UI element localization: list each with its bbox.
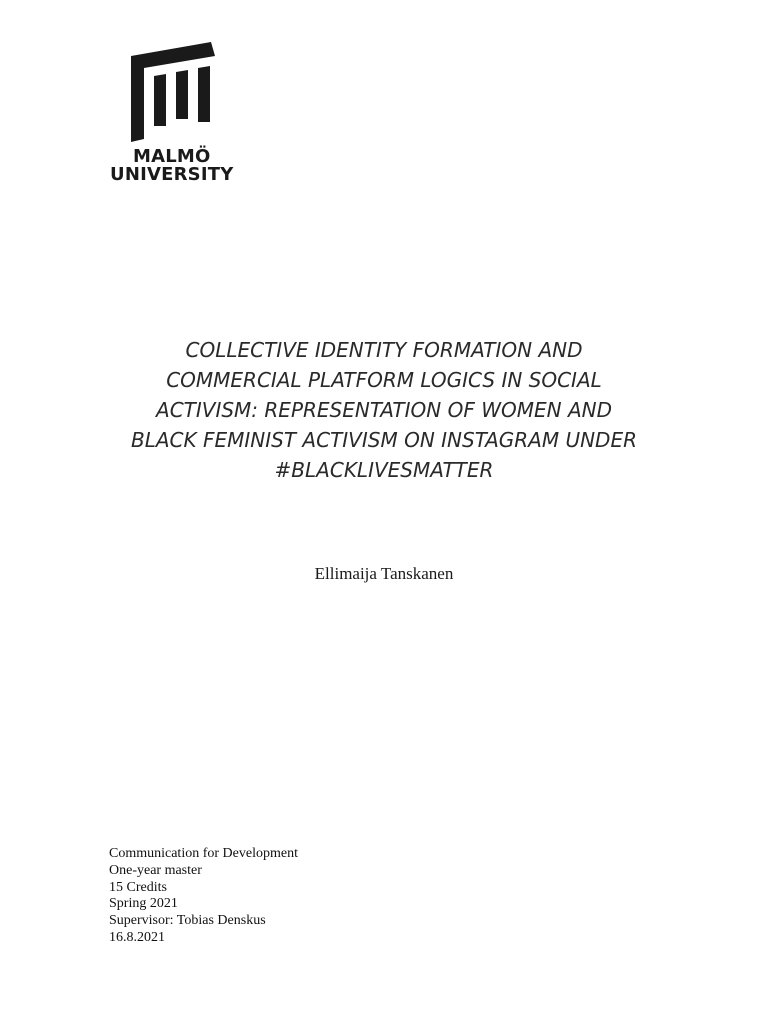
title-line: COMMERCIAL PLATFORM LOGICS IN SOCIAL <box>166 368 602 392</box>
logo-wordmark <box>110 148 233 184</box>
submission-date: 16.8.2021 <box>109 929 165 945</box>
title-line: ACTIVISM: REPRESENTATION OF WOMEN AND <box>156 398 612 422</box>
supervisor: Supervisor: Tobias Denskus <box>109 913 266 929</box>
author-name: Ellimaija Tanskanen <box>314 564 454 583</box>
title-line: BLACK FEMINIST ACTIVISM ON INSTAGRAM UNDER <box>131 428 637 452</box>
program-name: Communication for Development <box>109 846 298 861</box>
logo-wordmark-line1: MALMÖ <box>133 146 211 167</box>
logo-wordmark-line2: UNIVERSITY <box>110 164 234 185</box>
title-line: #BLACKLIVESMATTER <box>274 458 494 482</box>
malmo-university-logo-mark <box>131 42 215 142</box>
thesis-title <box>84 335 684 485</box>
credits: 15 Credits <box>109 879 167 895</box>
degree-level: One-year master <box>109 862 202 878</box>
term: Spring 2021 <box>109 896 178 912</box>
title-line: COLLECTIVE IDENTITY FORMATION AND <box>185 338 583 362</box>
thesis-details <box>109 846 298 947</box>
university-logo <box>110 42 240 192</box>
